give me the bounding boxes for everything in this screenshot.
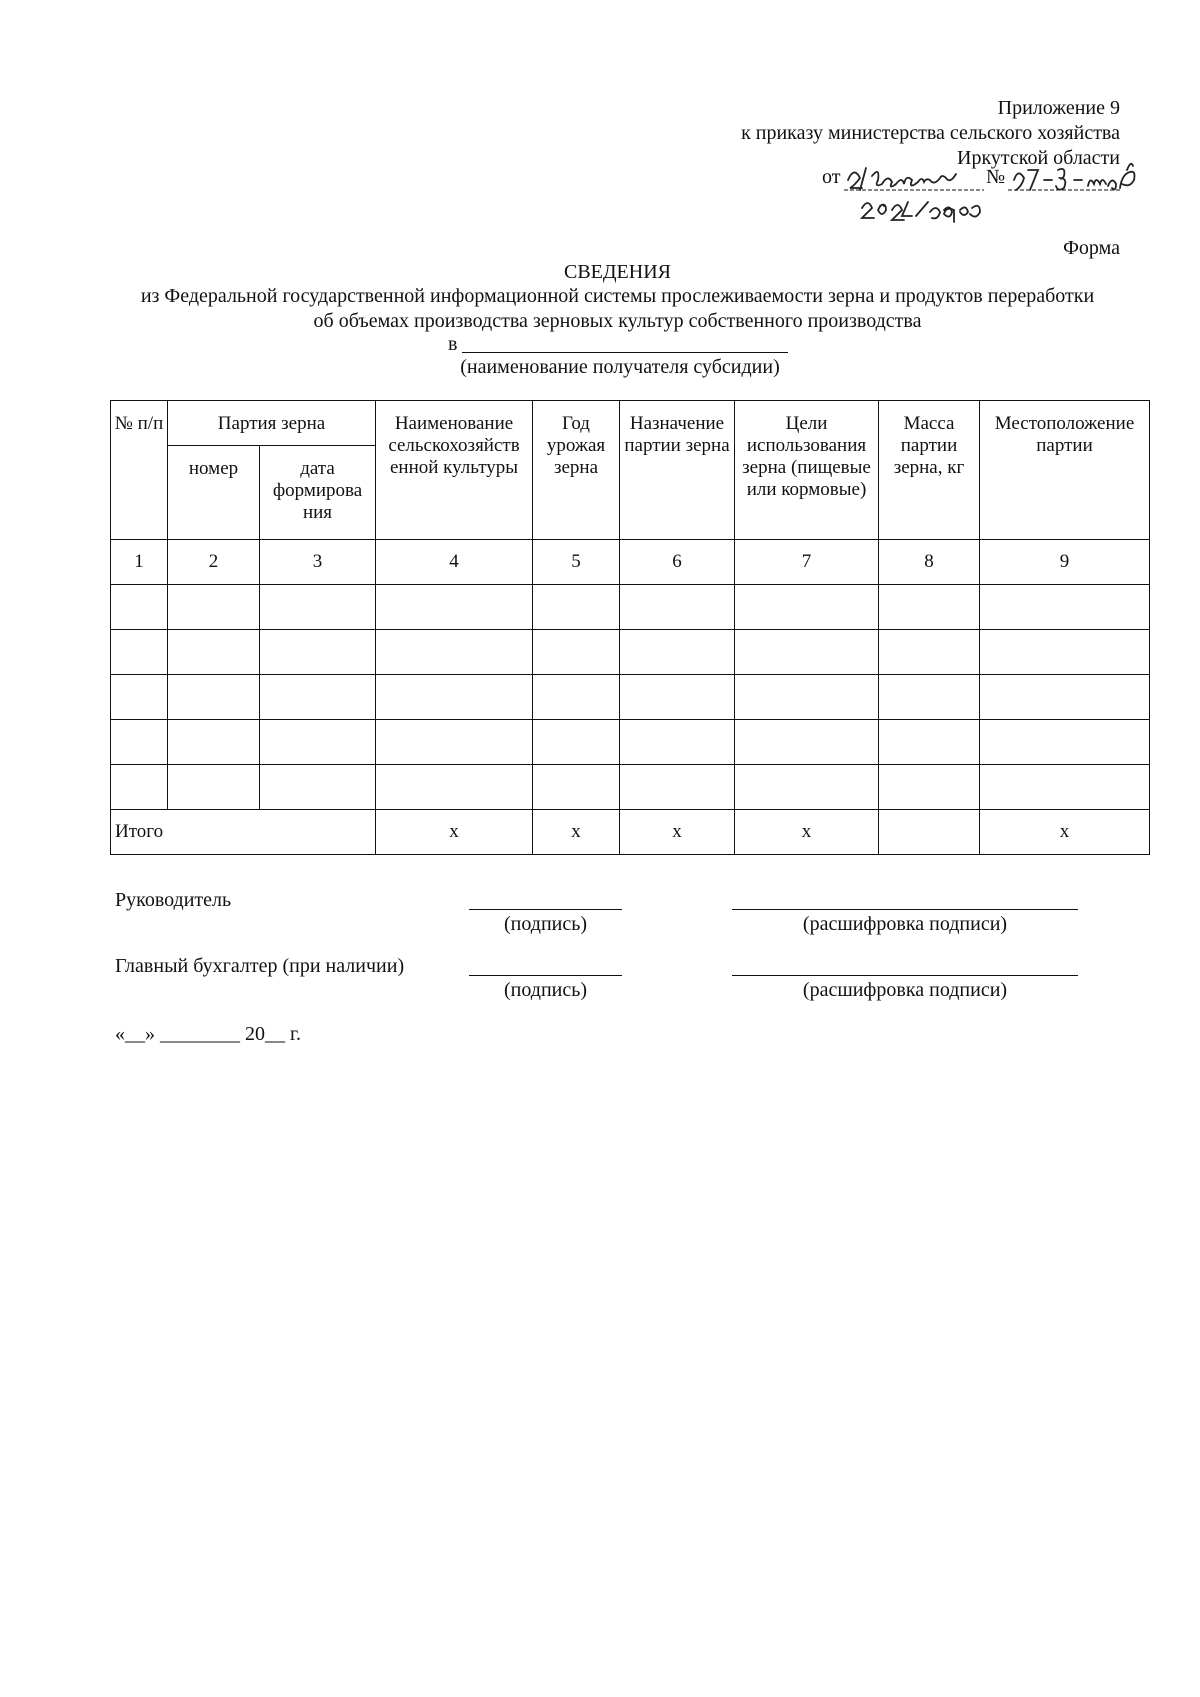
header-batch-number: номер: [168, 446, 260, 540]
total-cell-purpose: х: [620, 810, 735, 855]
appendix-region: Иркутской области: [957, 147, 1120, 169]
appendix-title: Приложение 9: [997, 97, 1120, 119]
order-date-number: [822, 158, 1152, 228]
total-cell-mass[interactable]: [879, 810, 980, 855]
table-cell[interactable]: [533, 720, 620, 765]
table-row: [111, 720, 1150, 765]
table-cell[interactable]: [260, 675, 376, 720]
table-cell[interactable]: [620, 630, 735, 675]
table-row: [111, 630, 1150, 675]
header-location: Местоположение партии: [980, 401, 1150, 540]
header-number: № п/п: [111, 401, 168, 540]
document-subtitle-line2: об объемах производства зерновых культур собственного производства: [313, 310, 922, 332]
table-cell[interactable]: [260, 765, 376, 810]
head-signature-caption: (подпись): [503, 913, 588, 935]
table-cell[interactable]: [533, 765, 620, 810]
table-row: [111, 765, 1150, 810]
column-number-cell: 5: [533, 540, 620, 585]
table-cell[interactable]: [168, 630, 260, 675]
table-cell[interactable]: [376, 720, 533, 765]
column-number-cell: 3: [260, 540, 376, 585]
table-row: [111, 675, 1150, 720]
table-cell[interactable]: [533, 675, 620, 720]
table-cell[interactable]: [168, 675, 260, 720]
table-cell[interactable]: [980, 720, 1150, 765]
date-prefix: от: [822, 166, 841, 188]
table-cell[interactable]: [980, 765, 1150, 810]
table-cell[interactable]: [168, 765, 260, 810]
header-batch: Партия зерна: [168, 401, 376, 446]
table-cell[interactable]: [111, 675, 168, 720]
table-cell[interactable]: [376, 675, 533, 720]
table-cell[interactable]: [879, 720, 980, 765]
table-cell[interactable]: [620, 765, 735, 810]
table-cell[interactable]: [533, 585, 620, 630]
document-subtitle-line1: из Федеральной государственной информационной системы прослеживаемости зерна и продуктов переработки: [140, 285, 1095, 307]
table-cell[interactable]: [620, 720, 735, 765]
table-cell[interactable]: [879, 675, 980, 720]
total-cell-year: х: [533, 810, 620, 855]
header-harvest-year: Год урожая зерна: [533, 401, 620, 540]
table-cell[interactable]: [620, 585, 735, 630]
total-label: Итого: [111, 810, 376, 855]
table-cell[interactable]: [879, 585, 980, 630]
table-cell[interactable]: [735, 630, 879, 675]
column-number-cell: 9: [980, 540, 1150, 585]
header-batch-date: дата формирова ния: [260, 446, 376, 540]
table-cell[interactable]: [111, 765, 168, 810]
number-prefix: №: [986, 166, 1006, 188]
column-number-cell: 2: [168, 540, 260, 585]
table-cell[interactable]: [879, 765, 980, 810]
table-cell[interactable]: [980, 585, 1150, 630]
header-crop-name: Наименование сельскохозяйств енной культуры: [376, 401, 533, 540]
table-cell[interactable]: [111, 630, 168, 675]
table-cell[interactable]: [260, 585, 376, 630]
table-cell[interactable]: [735, 720, 879, 765]
recipient-caption: (наименование получателя субсидии): [460, 356, 780, 378]
recipient-prefix: в: [448, 333, 458, 355]
total-row: [111, 810, 1150, 855]
document-title: СВЕДЕНИЯ: [564, 261, 671, 283]
table-cell[interactable]: [376, 585, 533, 630]
column-number-cell: 8: [879, 540, 980, 585]
table-cell[interactable]: [735, 585, 879, 630]
head-decode-field[interactable]: [732, 909, 1078, 910]
table-cell[interactable]: [879, 630, 980, 675]
accountant-signature-caption: (подпись): [503, 979, 588, 1001]
table-cell[interactable]: [533, 630, 620, 675]
head-signature-field[interactable]: [469, 909, 622, 910]
date-line: «__» ________ 20__ г.: [115, 1023, 301, 1045]
header-purpose: Назначение партии зерна: [620, 401, 735, 540]
table-cell[interactable]: [620, 675, 735, 720]
header-use-goal: Цели использования зерна (пищевые или кормовые): [735, 401, 879, 540]
total-cell-goal: х: [735, 810, 879, 855]
accountant-decode-caption: (расшифровка подписи): [802, 979, 1008, 1001]
table-cell[interactable]: [980, 630, 1150, 675]
table-cell[interactable]: [735, 675, 879, 720]
accountant-decode-field[interactable]: [732, 975, 1078, 976]
accountant-label: Главный бухгалтер (при наличии): [115, 955, 405, 977]
table-cell[interactable]: [168, 585, 260, 630]
form-label: Форма: [1063, 237, 1120, 259]
table-cell[interactable]: [111, 720, 168, 765]
column-number-cell: 6: [620, 540, 735, 585]
table-cell[interactable]: [980, 675, 1150, 720]
column-number-cell: 1: [111, 540, 168, 585]
head-decode-caption: (расшифровка подписи): [802, 913, 1008, 935]
total-cell-location: х: [980, 810, 1150, 855]
total-cell-crop: х: [376, 810, 533, 855]
handwritten-signature-mark: [822, 158, 1152, 228]
table-cell[interactable]: [260, 630, 376, 675]
table-row: [111, 585, 1150, 630]
table-cell[interactable]: [735, 765, 879, 810]
appendix-order-line: к приказу министерства сельского хозяйства: [741, 122, 1120, 144]
table-cell[interactable]: [376, 630, 533, 675]
head-label: Руководитель: [115, 889, 232, 911]
accountant-signature-field[interactable]: [469, 975, 622, 976]
table-cell[interactable]: [260, 720, 376, 765]
table-cell[interactable]: [111, 585, 168, 630]
recipient-name-field[interactable]: [462, 352, 788, 353]
grain-batches-table: [110, 400, 1150, 855]
header-mass: Масса партии зерна, кг: [879, 401, 980, 540]
column-number-cell: 7: [735, 540, 879, 585]
table-cell[interactable]: [168, 720, 260, 765]
table-cell[interactable]: [376, 765, 533, 810]
column-number-cell: 4: [376, 540, 533, 585]
